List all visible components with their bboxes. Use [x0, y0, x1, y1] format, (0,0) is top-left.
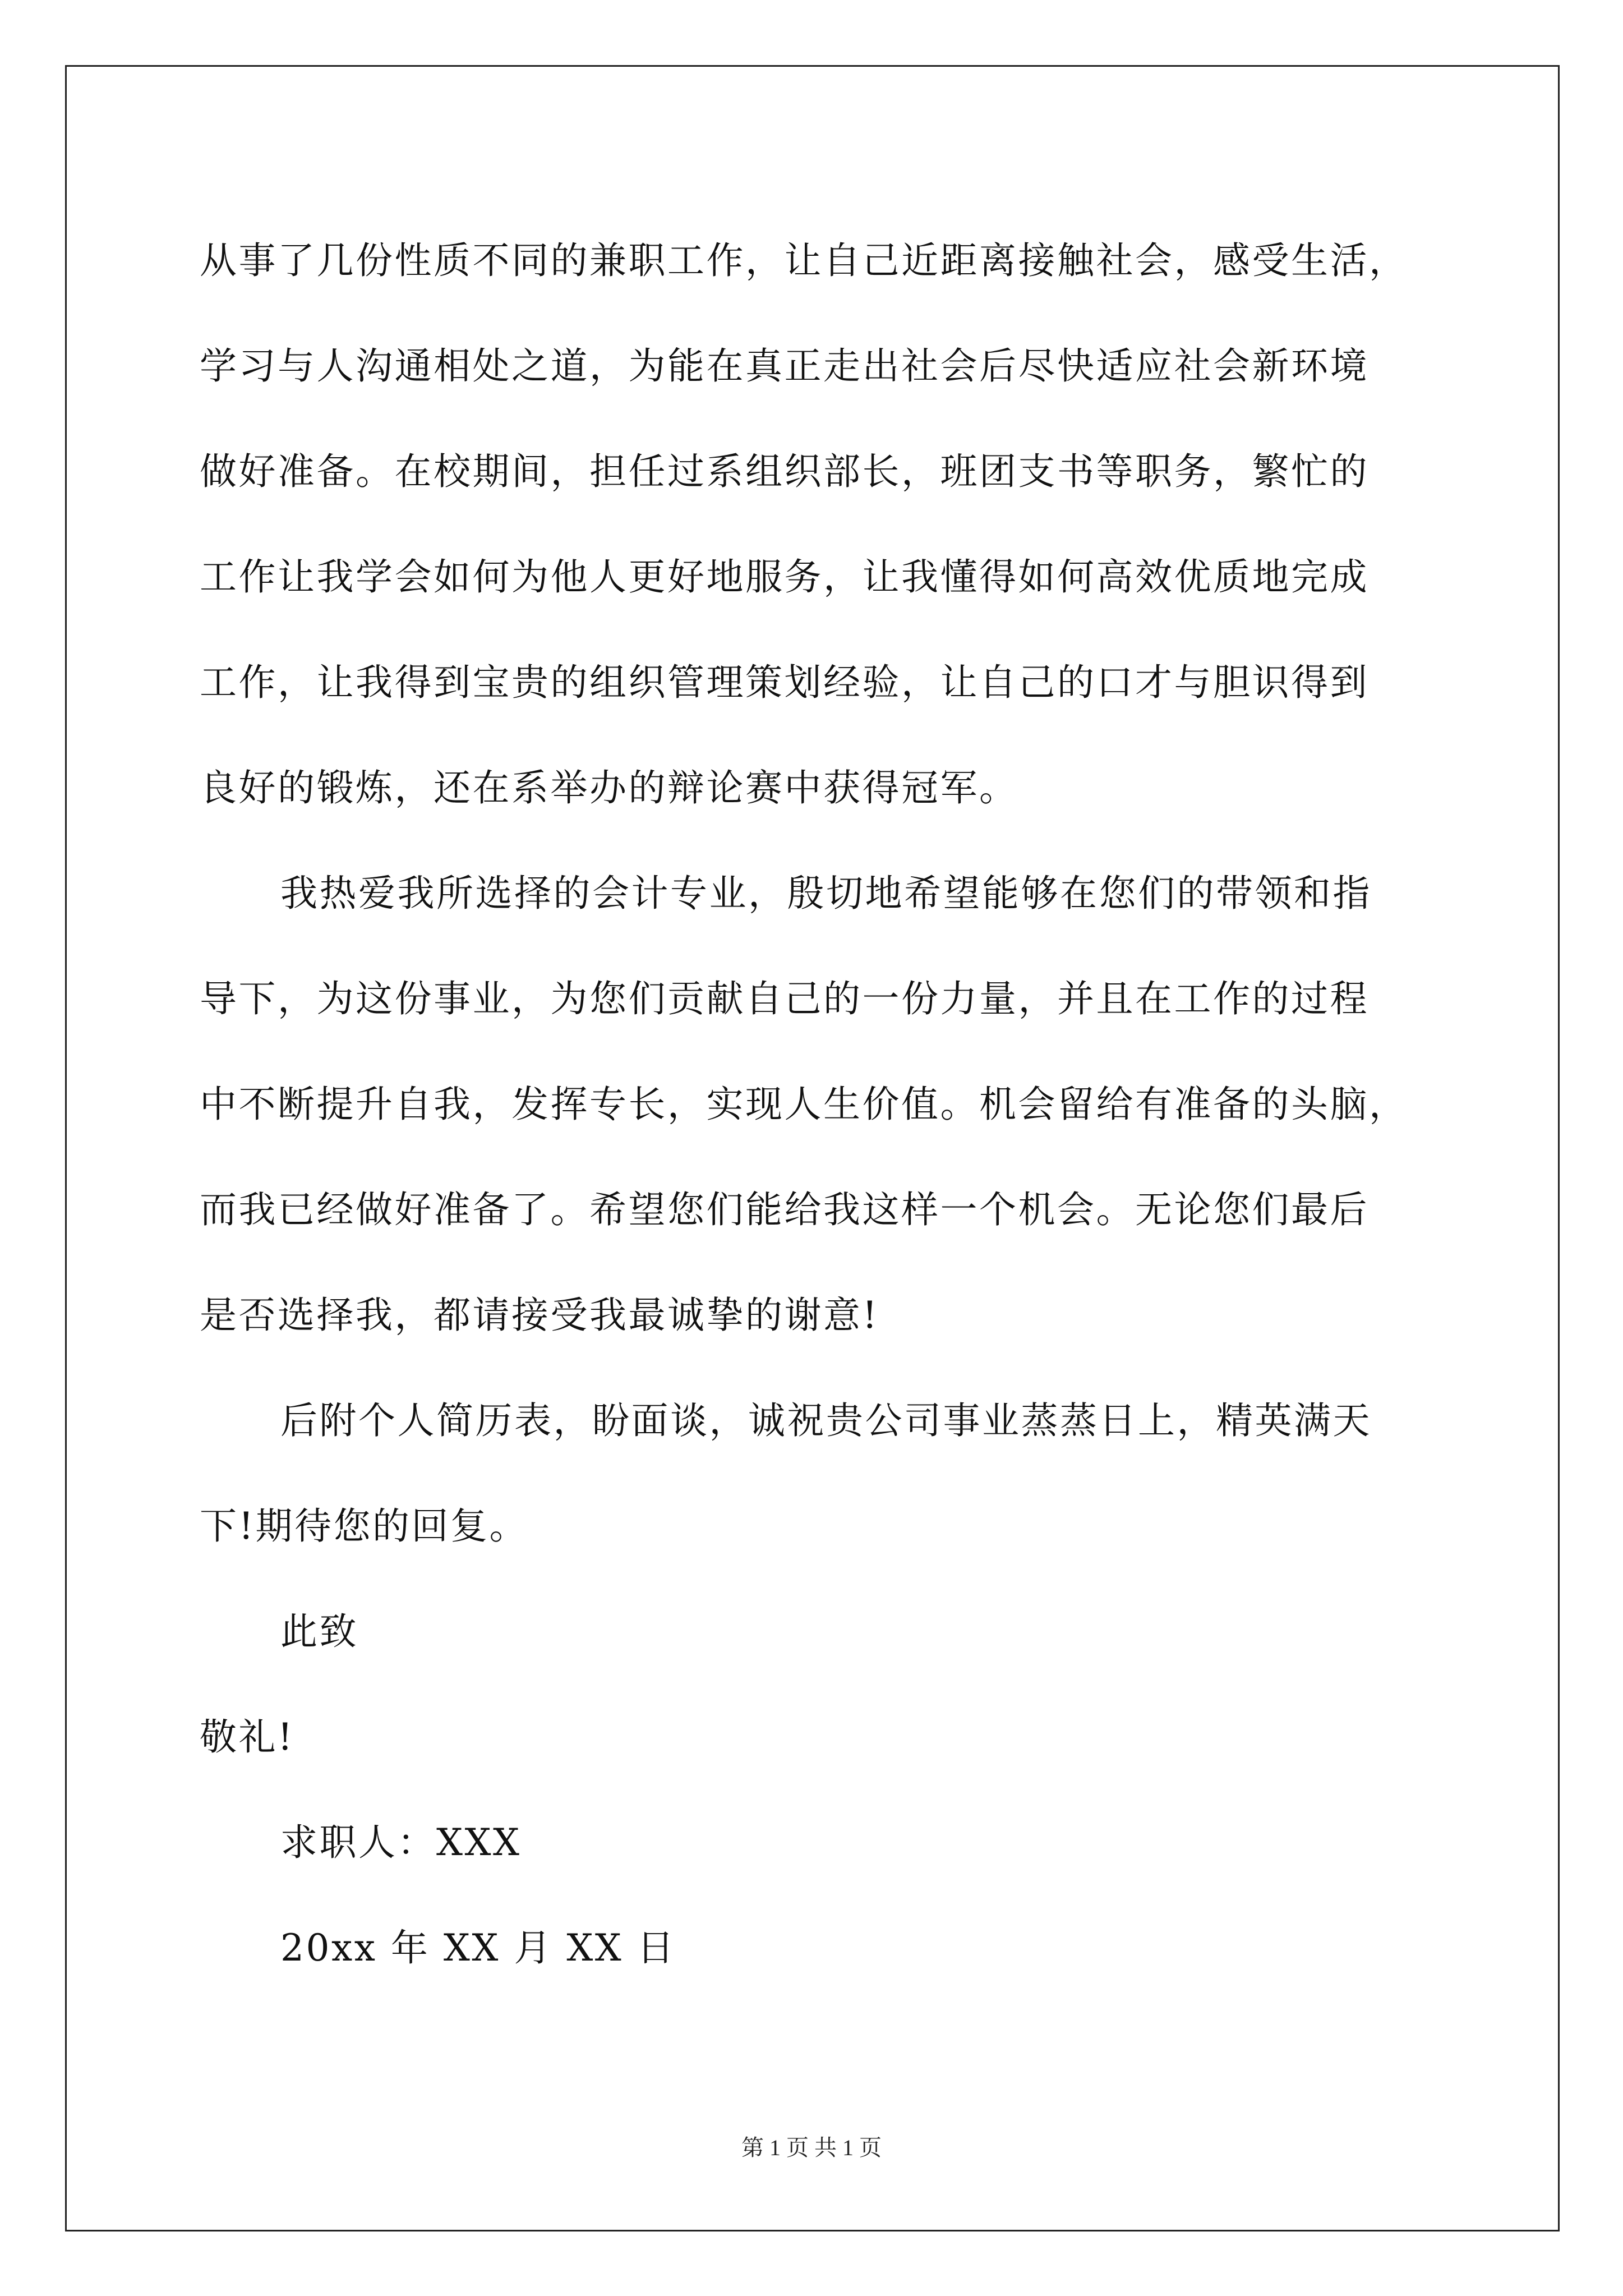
- body-line: 工作让我学会如何为他人更好地服务，让我懂得如何高效优质地完成: [200, 555, 1369, 599]
- body-line: 良好的锻炼，还在系举办的辩论赛中获得冠军。: [200, 766, 1018, 809]
- body-line: 学习与人沟通相处之道，为能在真正走出社会后尽快适应社会新环境: [200, 344, 1369, 388]
- page-number: 第 1 页 共 1 页: [741, 2135, 882, 2160]
- body-line: 做好准备。在校期间，担任过系组织部长，班团支书等职务，繁忙的: [200, 450, 1369, 493]
- letter-body: [200, 208, 1433, 2001]
- letter-date: 20xx 年 XX 月 XX 日: [280, 1926, 676, 1970]
- body-line: 下!期待您的回复。: [200, 1504, 529, 1548]
- body-line: 工作，让我得到宝贵的组织管理策划经验，让自己的口才与胆识得到: [200, 661, 1369, 704]
- salutation: 敬礼!: [200, 1715, 295, 1759]
- body-line: 导下，为这份事业，为您们贡献自己的一份力量，并且在工作的过程: [200, 977, 1369, 1020]
- closing-phrase: 此致: [280, 1610, 358, 1653]
- body-line: 是否选择我，都请接受我最诚挚的谢意!: [200, 1294, 879, 1337]
- body-line: 从事了几份性质不同的兼职工作，让自己近距离接触社会，感受生活，: [200, 239, 1408, 282]
- body-line: 而我已经做好准备了。希望您们能给我这样一个机会。无论您们最后: [200, 1188, 1369, 1231]
- body-line: 后附个人简历表，盼面谈，诚祝贵公司事业蒸蒸日上，精英满天: [280, 1399, 1372, 1442]
- applicant-signature: 求职人：XXX: [280, 1821, 522, 1864]
- body-line: 中不断提升自我，发挥专长，实现人生价值。机会留给有准备的头脑，: [200, 1083, 1408, 1126]
- body-line: 我热爱我所选择的会计专业，殷切地希望能够在您们的带领和指: [280, 872, 1372, 915]
